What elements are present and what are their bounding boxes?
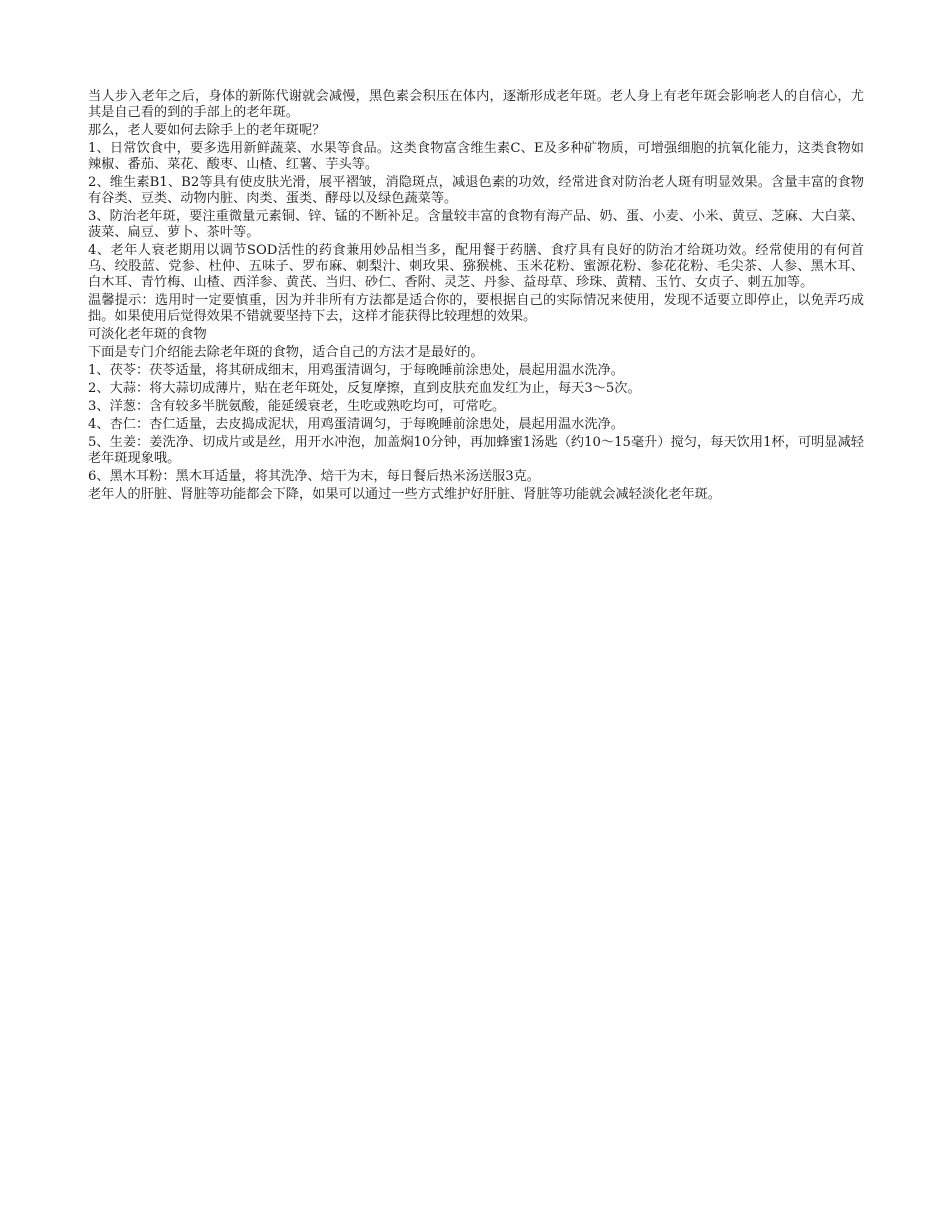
section-intro: 下面是专门介绍能去除老年斑的食物，适合自己的方法才是最好的。: [88, 345, 484, 360]
tip-item-3: 3、防治老年斑，要注重微量元素铜、锌、锰的不断补足。含量较丰富的食物有海产品、奶、蛋、小麦、小米、黄豆、芝麻、大白菜、菠菜、扁豆、萝卜、茶叶等。: [88, 209, 864, 240]
food-item-3: 3、洋葱：含有较多半胱氨酸，能延缓衰老，生吃或熟吃均可，可常吃。: [88, 399, 506, 414]
food-item-2: 2、大蒜：将大蒜切成薄片，贴在老年斑处，反复摩擦，直到皮肤充血发红为止，每天3～5次。: [88, 381, 641, 396]
food-item-1: 1、茯苓：茯苓适量，将其研成细末，用鸡蛋清调匀，于每晚睡前涂患处，晨起用温水洗净。: [88, 363, 624, 378]
tip-item-2: 2、维生素B1、B2等具有使皮肤光滑，展平褶皱，消隐斑点，减退色素的功效，经常进食对防治老人斑有明显效果。含量丰富的食物有谷类、豆类、动物内脏、肉类、蛋类、酵母以及绿色蔬菜等。: [88, 175, 864, 206]
food-item-4: 4、杏仁：杏仁适量，去皮捣成泥状，用鸡蛋清调匀，于每晚睡前涂患处，晨起用温水洗净。: [88, 417, 624, 432]
document-page: [88, 89, 864, 505]
question-line: 那么，老人要如何去除手上的老年斑呢？: [88, 123, 326, 138]
tip-item-1: 1、日常饮食中，要多选用新鲜蔬菜、水果等食品。这类食物富含维生素C、E及多种矿物质，可增强细胞的抗氧化能力，这类食物如辣椒、番茄、菜花、酸枣、山楂、红薯、芋头等。: [88, 141, 864, 172]
warm-reminder: 温馨提示：选用时一定要慎重，因为并非所有方法都是适合你的，要根据自己的实际情况来使用，发现不适要立即停止，以免弄巧成拙。如果使用后觉得效果不错就要坚持下去，这样才能获得比较理想的效果。: [88, 293, 864, 324]
intro-paragraph: 当人步入老年之后，身体的新陈代谢就会减慢，黑色素会积压在体内，逐渐形成老年斑。老人身上有老年斑会影响老人的自信心，尤其是自己看的到的手部上的老年斑。: [88, 89, 864, 120]
section-heading: 可淡化老年斑的食物: [88, 327, 207, 342]
tip-item-4: 4、老年人衰老期用以调节SOD活性的药食兼用妙品相当多，配用餐于药膳、食疗具有良好的防治才给斑功效。经常使用的有何首乌、绞股蓝、党参、杜仲、五味子、罗布麻、刺梨汁、刺玫果、猕猴桃、玉米花粉、蜜源花粉、参花花粉、毛尖茶、人参、黑木耳、白木耳、青竹梅、山楂、西洋参、黄芪、当归、砂仁、香附、灵芝、丹参、益母草、珍珠、黄精、玉竹、女贞子、刺五加等。: [88, 243, 864, 290]
food-item-6: 6、黑木耳粉：黑木耳适量，将其洗净、焙干为末，每日餐后热米汤送服3克。: [88, 469, 540, 484]
food-item-5: 5、生姜：姜洗净、切成片或是丝，用开水冲泡，加盖焖10分钟，再加蜂蜜1汤匙（约10～15毫升）搅匀，每天饮用1杯，可明显减轻老年斑现象哦。: [88, 435, 864, 466]
closing-paragraph: 老年人的肝脏、肾脏等功能都会下降，如果可以通过一些方式维护好肝脏、肾脏等功能就会减轻淡化老年斑。: [88, 487, 721, 502]
